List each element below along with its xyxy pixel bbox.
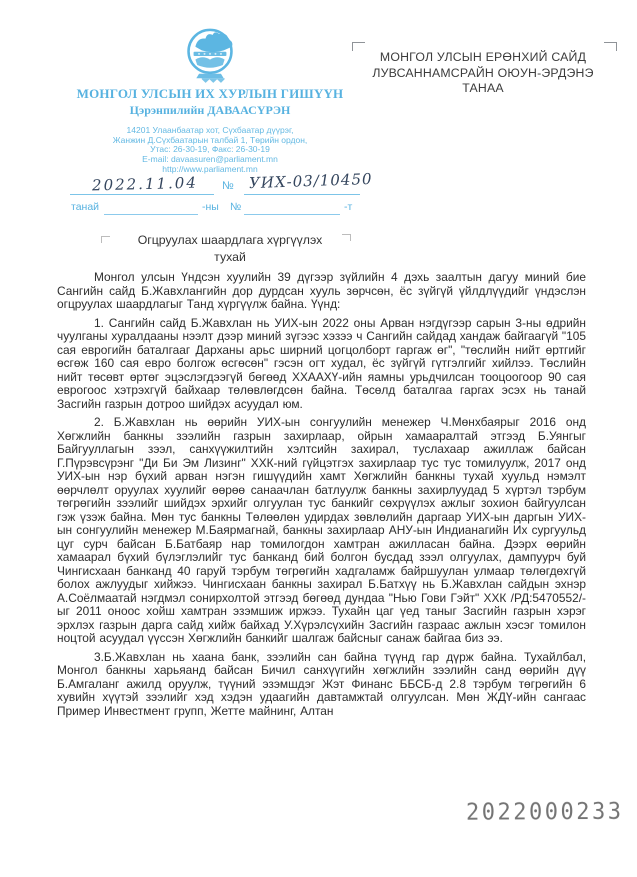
ref-label-t: -т xyxy=(344,201,353,213)
registration-stamp-number: 2022000233 xyxy=(465,798,624,827)
paragraph-item-3: 3.Б.Жавхлан нь хаана банк, зээлийн сан байна түүнд гар дүрж байна. Тухайлбал, Монгол банкны харьяанд байсан Бичил санхүүгийн хөгжлийн зээлийн санд өөрийн дүү Б.Амгаланг ажилд оруулж, түүний эзэмшдэг Жэт Финанс ББСБ-д 2.8 тэрбум төгрөгийн 6 хувийн хүүтэй зээлийг хэд хэдэн удаагийн давтамжтай олгуулсан. Мөн ЖДҮ-ийн сангаас Пример Инвестмент групп, Жетте майнинг, Алтан xyxy=(57,649,586,718)
number-sign: № xyxy=(222,180,234,192)
ref-blank-line xyxy=(244,204,340,215)
address-line: http://www.parliament.mn xyxy=(162,163,258,174)
ref-number-sign: № xyxy=(230,201,242,213)
address-line: Утас: 26-30-19, Факс: 26-30-19 xyxy=(150,144,270,155)
handwritten-ref-number: УИХ-03/10450 xyxy=(248,169,373,193)
recipient-line: МОНГОЛ УЛСЫН ЕРӨНХИЙ САЙД xyxy=(379,50,587,64)
letterhead xyxy=(40,26,380,175)
subject-line1: Огцруулах шаардлага хүргүүлэх xyxy=(137,233,323,247)
handwritten-date: 2022.11.04 xyxy=(91,173,199,195)
subject-line2: тухай xyxy=(214,249,246,264)
member-name: Цэрэнпилийн ДАВААСҮРЭН xyxy=(129,103,291,117)
letter-body xyxy=(57,271,586,723)
paragraph-item-2: 2. Б.Жавхлан нь өөрийн УИХ-ын сонгуулийн менежер Ч.Мөнхбаярыг 2016 онд Хөгжлийн банкны зээлийн газрын захирлаар, ойрын хамааралтай этгээд Б.Уянгыг Байгууллагын зээл, санхүүжилтийн хэлтсийн захирал, туслахаар ажиллаж байсан Г.Пүрэвсүрэнг "Ди Би Эм Лизинг" ХХК-ний гүйцэтгэх захирлаар тус тус томилуулж, 2017 онд УИХ-ын нэр бүхий арван нэгэн гишүүдийн хамт Хөгжлийн банкны тухай хуульд нэмэлт өөрчлөлт оруулах хуулийг өөрөө санаачлан батлуулж банкны захирлуудад 5 хүртэл тэрбум төгрөгийн зээлийг шийдэх эрхийг олгуулан тус банкийг сөхрүүлэх ажлыг зохион байгуулсан гэж үзэж байна. Мөн тус банкны Төлөөлөн удирдах зөвлөлийн даргаар УИХ-ын даргын УИХ-ын сонгуулийн менежер М.Баярмагнай, банкны захирлаар АНУ-ын Индианагийн Их сургуульд цуг сурч байсан Б.Батбаяр нар томилогдон хамтран ажилласан байна. Дээрх өөрийн хамаарал бүхий бүлэглэлийг тус банканд бий болгон бусдад зээл олгуулах, дампуурч буй Чингисхаан банканд 40 гаруй тэрбум төгрөгийн хадгаламж байршуулан улмаар төлөгдөхгүй болох ажлуудыг хийжээ. Чингисхаан банкны захирал Б.Батхүү нь Б.Жавхлан сайдын эхнэр А.Соёлмаатай нэгдмэл сонирхолтой этгээд бөгөөд дундаа "Нью Гови Гэйт" ХХК /РД:5470552/-ыг 2011 оноос хойш хамтран эзэмшиж иржээ. Тухайн цаг үед таныг Засгийн газрын хэрэг эрхлэх газрын дарга сайд хийж байхад У.Хүрэлсүхийн Засгийн газраас ажлын хэсэг томилон ноцтой асуудал үүссэн Хөгжлийн банкийг шалгаж байсныг санаж байгаа биз ээ. xyxy=(57,415,586,645)
address-line: Жанжин Д.Сүхбаатарын талбай 1, Төрийн ордон, xyxy=(112,134,308,145)
recipient-block xyxy=(350,50,616,97)
recipient-line: ЛУВСАННАМСРАЙН ОЮУН-ЭРДЭНЭ xyxy=(372,65,594,80)
letterhead-address xyxy=(40,126,380,175)
org-name: МОНГОЛ УЛСЫН ИХ ХУРЛЫН ГИШҮҮН xyxy=(76,86,344,101)
recipient-line: ТАНАА xyxy=(462,81,504,95)
address-line: E-mail: davaasuren@parliament.mn xyxy=(142,154,278,165)
address-line: 14201 Улаанбаатар хот, Сүхбаатар дүүрэг, xyxy=(126,125,294,135)
subject-block xyxy=(118,232,342,265)
ref-label-tanai: танай xyxy=(71,201,100,213)
paragraph-item-1: 1. Сангийн сайд Б.Жавхлан нь УИХ-ын 2022 оны Арван нэгдүгээр сарын 3-ны өдрийн чуулганы хуралдааны нээлт дээр миний зүгээс хэзээ ч Сангийн сайдад хандаж байгаагүй "105 сая еврогийн баталгааг Дарханы арьс ширний цогцолборт гаргаж өг", "төслийн нийт өртгийг өсгөж 160 сая евро болгож өсгөсөн" гэсэн огт худал, ёс зүйгүй гүтгэлгийг хийлээ. Төслийн нийт төсөвт өртөг эцэслэгдээгүй бөгөөд ХХААХҮ-ийн яамны урьдчилсан тооцоогоор 90 сая еврогоос хэтрэхгүй байхаар төлөвлөгдсөн байна. Төсөлд баталгаа гаргах эсэх нь танай Засгийн газрын дотроо шийдэх асуудал юм. xyxy=(57,315,586,411)
ref-blank-line xyxy=(104,204,198,215)
paragraph-intro: Монгол улсын Үндсэн хуулийн 39 дүгээр зүйлийн 4 дэхь заалтын дагуу миний бие Сангийн сайд Б.Жавхлангийн дор дурдсан хууль зөрчсөн, ёс зүйгүй үйлдлүүдийг үндэслэн огцруулах шаардлагыг Танд хүргүүлж байна. Үүнд: xyxy=(57,270,586,311)
parliament-emblem-icon xyxy=(40,26,380,84)
ref-label-ny: -ны xyxy=(202,201,219,213)
subject-bracket-right xyxy=(342,234,351,241)
subject-bracket-left xyxy=(101,236,110,243)
